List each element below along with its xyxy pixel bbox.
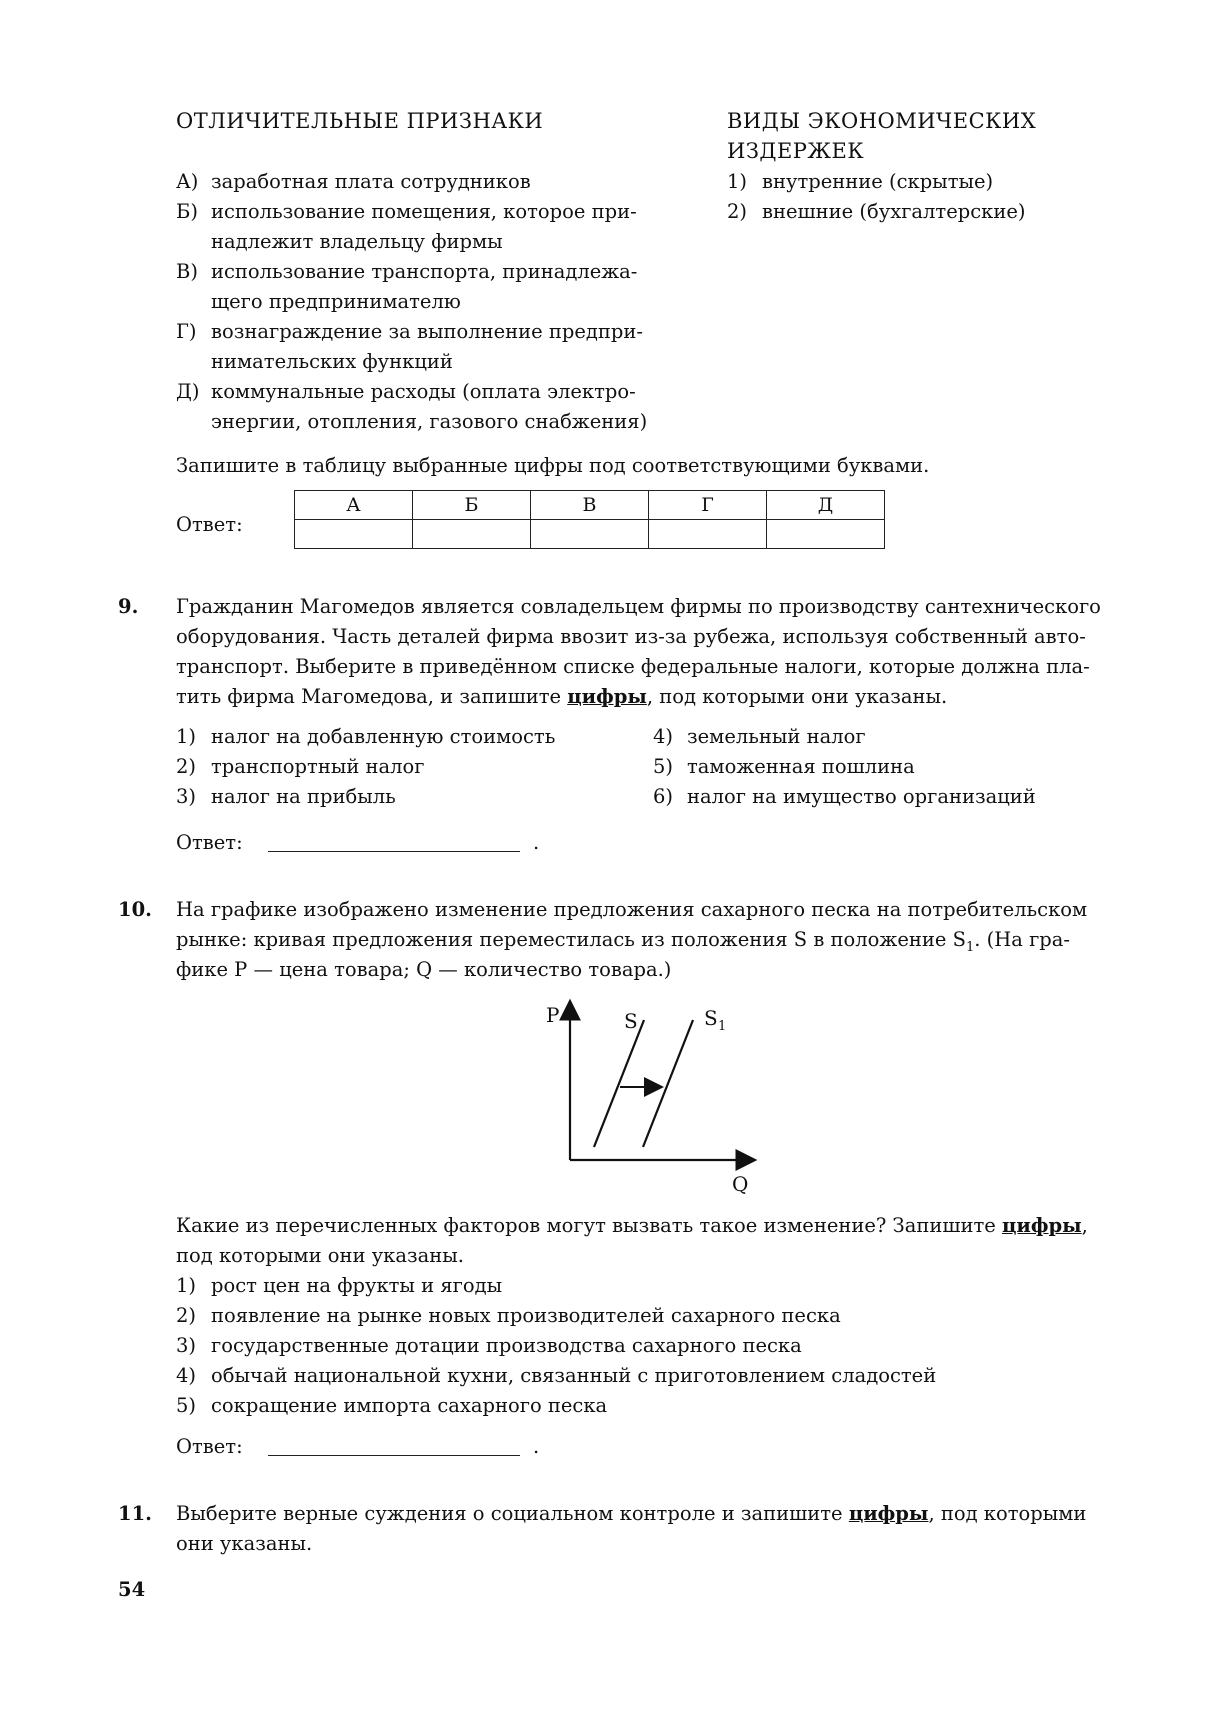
cost-type-2-text: внешние (бухгалтерские) xyxy=(762,200,1026,223)
feature-c-text-1: использование транспорта, принадлежа- xyxy=(211,260,638,283)
feature-a-text: заработная плата сотрудников xyxy=(211,170,531,193)
feature-b-text-2: надлежит владельцу фирмы xyxy=(211,230,503,253)
q9-option-4-text: земельный налог xyxy=(687,725,866,748)
q9-digits-emphasis: цифры xyxy=(567,685,647,708)
table-header-c: В xyxy=(531,491,649,520)
answer-cell-c[interactable] xyxy=(531,520,649,549)
q10-text-line3: фике P — цена товара; Q — количество товара.) xyxy=(176,958,672,981)
supply-curve-s xyxy=(594,1020,644,1147)
q11-digits-emphasis: цифры xyxy=(848,1502,929,1525)
q9-answer-field[interactable] xyxy=(268,850,520,852)
q10-question-line1: Какие из перечисленных факторов могут вызвать такое изменение? Запишите цифры, xyxy=(176,1214,1088,1237)
cost-type-1-text: внутренние (скрытые) xyxy=(762,170,994,193)
q10-answer-label: Ответ: xyxy=(176,1435,243,1458)
q9-number: 9. xyxy=(118,595,139,618)
q9-answer-dot: . xyxy=(533,831,540,854)
feature-b-text-1: использование помещения, которое при- xyxy=(211,200,637,223)
q9-option-6-text: налог на имущество организаций xyxy=(687,785,1036,808)
feature-b-letter: Б) xyxy=(176,200,198,223)
q10-option-1-num: 1) xyxy=(176,1274,197,1297)
feature-e-text-1: коммунальные расходы (оплата электро- xyxy=(211,380,636,403)
q9-option-6-num: 6) xyxy=(653,785,674,808)
q8-answer-label: Ответ: xyxy=(176,513,243,536)
feature-e-text-2: энергии, отопления, газового снабжения) xyxy=(211,410,648,433)
features-header: ОТЛИЧИТЕЛЬНЫЕ ПРИЗНАКИ xyxy=(176,109,544,133)
page-number: 54 xyxy=(118,1578,146,1601)
table-header-e: Д xyxy=(767,491,885,520)
q10-option-3-num: 3) xyxy=(176,1334,197,1357)
table-header-a: А xyxy=(295,491,413,520)
x-axis-label: Q xyxy=(732,1172,749,1195)
feature-d-letter: Г) xyxy=(176,320,197,343)
q10-text-line1: На графике изображено изменение предложения сахарного песка на потребительском xyxy=(176,898,1088,921)
q9-option-5-num: 5) xyxy=(653,755,674,778)
q9-option-5-text: таможенная пошлина xyxy=(687,755,915,778)
curve-s1-label: S xyxy=(704,1006,718,1030)
feature-c-letter: В) xyxy=(176,260,198,283)
cost-type-2-num: 2) xyxy=(727,200,748,223)
q9-option-1-text: налог на добавленную стоимость xyxy=(211,725,556,748)
q10-number: 10. xyxy=(118,898,152,921)
q11-number: 11. xyxy=(118,1502,152,1525)
cost-types-header-line1: ВИДЫ ЭКОНОМИЧЕСКИХ xyxy=(727,109,1037,133)
supply-shift-graph xyxy=(540,995,770,1195)
table-header-b: Б xyxy=(413,491,531,520)
q9-option-3-text: налог на прибыль xyxy=(211,785,396,808)
q10-option-4-num: 4) xyxy=(176,1364,197,1387)
q10-option-2-num: 2) xyxy=(176,1304,197,1327)
curve-s-label: S xyxy=(624,1009,638,1033)
q9-option-2-text: транспортный налог xyxy=(211,755,425,778)
q8-answer-table xyxy=(294,490,885,549)
q10-option-3-text: государственные дотации производства сахарного песка xyxy=(211,1334,802,1357)
feature-a-letter: А) xyxy=(176,170,199,193)
q10-option-2-text: появление на рынке новых производителей сахарного песка xyxy=(211,1304,841,1327)
q10-question-line2: под которыми они указаны. xyxy=(176,1244,464,1267)
answer-cell-b[interactable] xyxy=(413,520,531,549)
q10-digits-emphasis: цифры xyxy=(1001,1214,1082,1237)
q10-option-4-text: обычай национальной кухни, связанный с приготовлением сладостей xyxy=(211,1364,937,1387)
curve-s1-subscript: 1 xyxy=(718,1019,727,1034)
answer-cell-d[interactable] xyxy=(649,520,767,549)
q9-text-line2: оборудования. Часть деталей фирма ввозит из-за рубежа, используя собственный авто- xyxy=(176,625,1086,648)
q10-answer-field[interactable] xyxy=(268,1454,520,1456)
table-instruction: Запишите в таблицу выбранные цифры под соответствующими буквами. xyxy=(176,454,930,477)
cost-types-header-line2: ИЗДЕРЖЕК xyxy=(727,139,865,163)
cost-type-1-num: 1) xyxy=(727,170,748,193)
q9-option-1-num: 1) xyxy=(176,725,197,748)
q9-option-4-num: 4) xyxy=(653,725,674,748)
q11-text-line1: Выберите верные суждения о социальном контроле и запишите цифры, под которыми xyxy=(176,1502,1087,1525)
q9-text-line4: тить фирма Магомедова, и запишите цифры, под которыми они указаны. xyxy=(176,685,948,708)
q10-text-line2: рынке: кривая предложения переместилась из положения S в положение $S_1$. (На гра- xyxy=(176,928,1070,955)
answer-cell-e[interactable] xyxy=(767,520,885,549)
table-header-d: Г xyxy=(649,491,767,520)
answer-cell-a[interactable] xyxy=(295,520,413,549)
q9-answer-label: Ответ: xyxy=(176,831,243,854)
q9-option-3-num: 3) xyxy=(176,785,197,808)
q9-option-2-num: 2) xyxy=(176,755,197,778)
q11-text-line2: они указаны. xyxy=(176,1532,313,1555)
feature-d-text-1: вознаграждение за выполнение предпри- xyxy=(211,320,643,343)
y-axis-label: P xyxy=(546,1003,560,1027)
q9-text-line1: Гражданин Магомедов является совладельцем фирмы по производству сантехнического xyxy=(176,595,1101,618)
supply-curve-s1 xyxy=(643,1020,693,1147)
feature-e-letter: Д) xyxy=(176,380,200,403)
q10-option-5-text: сокращение импорта сахарного песка xyxy=(211,1394,608,1417)
feature-c-text-2: щего предпринимателю xyxy=(211,290,461,313)
q10-answer-dot: . xyxy=(533,1435,540,1458)
feature-d-text-2: нимательских функций xyxy=(211,350,453,373)
q9-text-line3: транспорт. Выберите в приведённом списке федеральные налоги, которые должна пла- xyxy=(176,655,1090,678)
q10-option-5-num: 5) xyxy=(176,1394,197,1417)
q10-option-1-text: рост цен на фрукты и ягоды xyxy=(211,1274,503,1297)
